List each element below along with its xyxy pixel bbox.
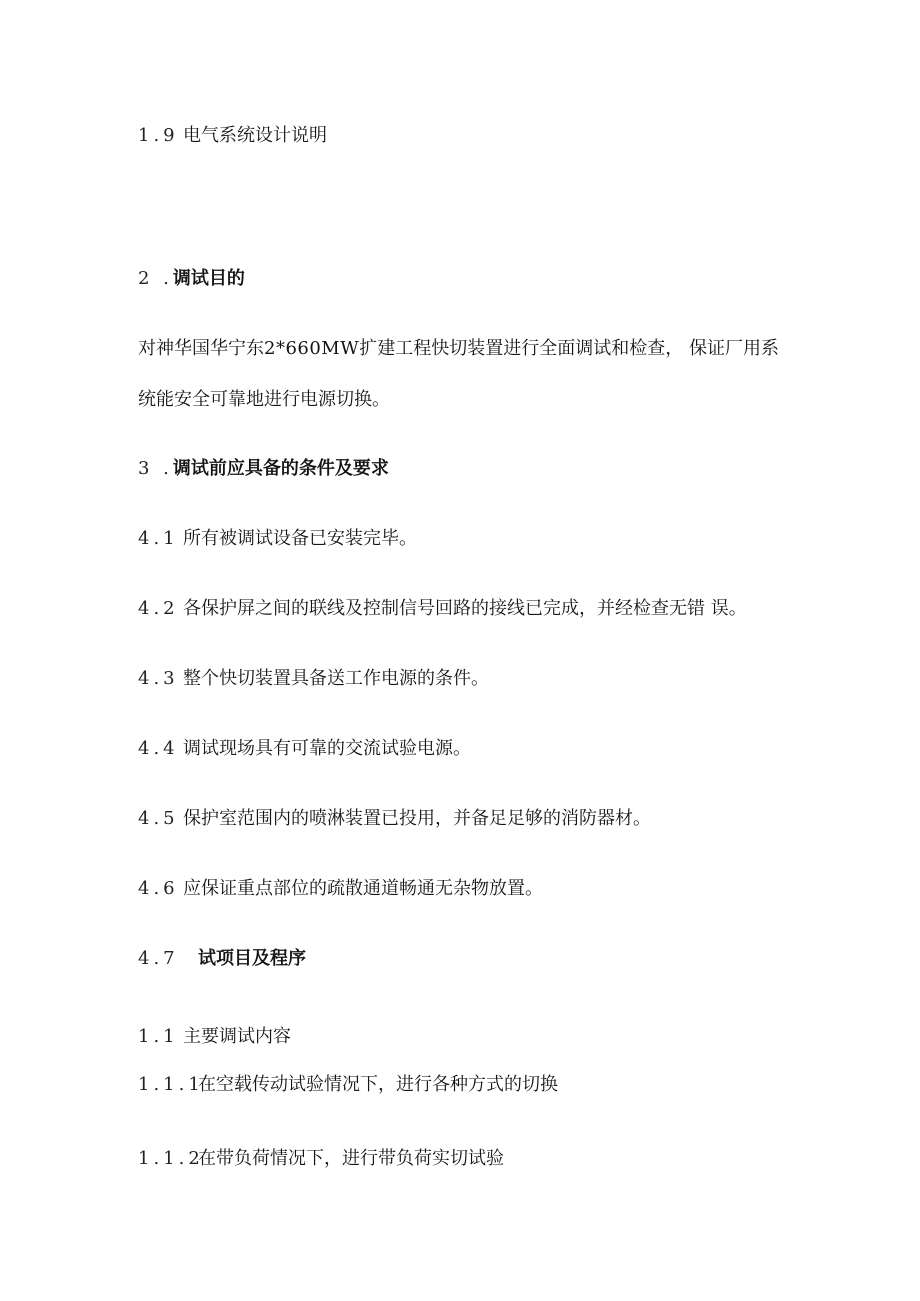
- heading-1-9: [138, 124, 327, 148]
- section-1-1-title: 主要调试内容: [183, 1026, 291, 1047]
- section-4-7-title: 试项目及程序: [198, 948, 306, 969]
- test-item-number: 1.1.1: [138, 1074, 204, 1095]
- purpose-paragraph-line-2: [138, 388, 390, 412]
- section-4-7-heading: [138, 947, 306, 971]
- section-3-title: 调试前应具备的条件及要求: [172, 458, 389, 479]
- section-1-1-heading: [138, 1025, 291, 1049]
- purpose-text-b: 扩建工程快切装置进行全面调试和检查， 保证厂用系: [359, 338, 779, 359]
- section-3-number: 3 .: [138, 458, 173, 479]
- section-3-heading: [138, 457, 389, 481]
- heading-1-9-number: 1.9: [138, 125, 179, 146]
- condition-item: [138, 807, 651, 831]
- heading-1-9-title: 电气系统设计说明: [183, 125, 327, 146]
- condition-text: 保护室范围内的喷淋装置已投用，并备足足够的消防器材。: [183, 808, 651, 829]
- purpose-capacity-code: 2*660MW: [264, 338, 360, 359]
- section-2-heading: [138, 267, 245, 291]
- condition-number: 4.6: [138, 878, 179, 899]
- purpose-paragraph-line-1: [138, 337, 779, 361]
- test-item-text: 在带负荷情况下，进行带负荷实切试验: [198, 1148, 504, 1169]
- condition-item: [138, 877, 543, 901]
- condition-number: 4.4: [138, 738, 179, 759]
- purpose-text-a: 对神华国华宁东: [138, 338, 264, 359]
- section-1-1-number: 1.1: [138, 1026, 179, 1047]
- condition-item: [138, 527, 417, 551]
- condition-text: 各保护屏之间的联线及控制信号回路的接线已完成，并经检查无错 误。: [183, 598, 747, 619]
- condition-item: [138, 737, 471, 761]
- section-2-title: 调试目的: [172, 268, 245, 289]
- test-item-number: 1.1.2: [138, 1148, 204, 1169]
- condition-number: 4.1: [138, 528, 179, 549]
- condition-text: 应保证重点部位的疏散通道畅通无杂物放置。: [183, 878, 543, 899]
- test-item-text: 在空载传动试验情况下，进行各种方式的切换: [198, 1074, 558, 1095]
- section-4-7-number: 4.7: [138, 948, 179, 969]
- condition-item: [138, 667, 489, 691]
- test-item: [138, 1147, 504, 1171]
- condition-number: 4.5: [138, 808, 179, 829]
- condition-number: 4.2: [138, 598, 179, 619]
- section-2-number: 2 .: [138, 268, 173, 289]
- test-item: [138, 1073, 558, 1097]
- purpose-text-line-2: 统能安全可靠地进行电源切换。: [138, 389, 390, 410]
- condition-text: 所有被调试设备已安装完毕。: [183, 528, 417, 549]
- condition-number: 4.3: [138, 668, 179, 689]
- condition-text: 调试现场具有可靠的交流试验电源。: [183, 738, 471, 759]
- condition-item: [138, 597, 747, 621]
- condition-text: 整个快切装置具备送工作电源的条件。: [183, 668, 489, 689]
